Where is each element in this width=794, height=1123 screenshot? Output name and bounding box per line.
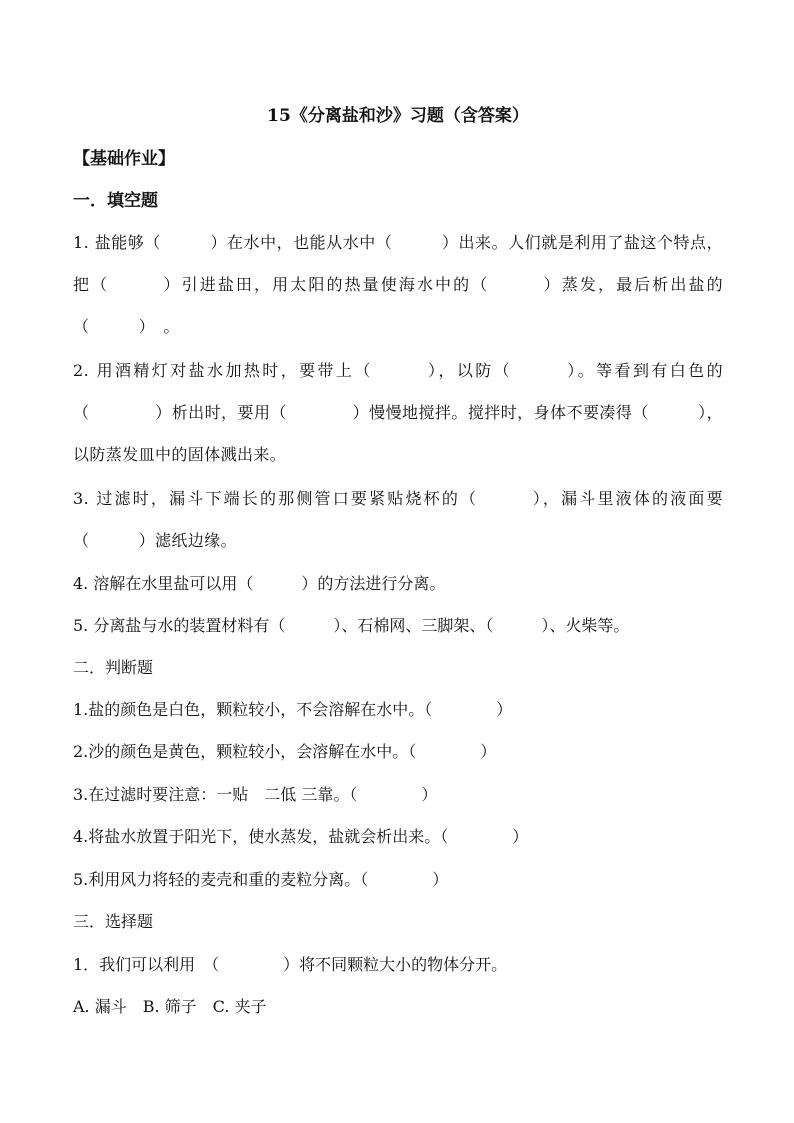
- document-page: [73, 0, 723, 1123]
- judge-item-2: 2.沙的颜色是黄色，颗粒较小，会溶解在水中。（ ）: [73, 742, 497, 761]
- heading-judge: 二．判断题: [73, 658, 154, 677]
- heading-choice: 三．选择题: [73, 912, 154, 931]
- section-basic-work: 【基础作业】: [73, 149, 175, 169]
- judge-item-4: 4.将盐水放置于阳光下，使水蒸发，盐就会析出来。（ ）: [73, 827, 529, 846]
- judge-item-1: 1.盐的颜色是白色，颗粒较小，不会溶解在水中。（ ）: [73, 700, 513, 719]
- fill-question-1: 1. 盐能够（ ）在水中，也能从水中（ ）出来。人们就是利用了盐这个特点，把（ ）引进盐田，用太阳的热量使海水中的（ ）蒸发，最后析出盐的（ ） 。: [73, 233, 723, 336]
- judge-item-5: 5.利用风力将轻的麦壳和重的麦粒分离。（ ）: [73, 870, 449, 889]
- fill-question-2: 2. 用酒精灯对盐水加热时，要带上（ ），以防（ ）。等看到有白色的（ ）析出时，要用（ ）慢慢地搅拌。搅拌时，身体不要凑得（ ），以防蒸发皿中的固体溅出来。: [73, 361, 723, 464]
- fill-question-4: 4. 溶解在水里盐可以用（ ）的方法进行分离。: [73, 574, 446, 593]
- choice-question-1: 1．我们可以利用 （ ）将不同颗粒大小的物体分开。: [73, 955, 508, 974]
- document-title: 15《分离盐和沙》习题（含答案）: [267, 106, 529, 126]
- heading-fill-blank: 一．填空题: [73, 191, 158, 211]
- judge-item-3: 3.在过滤时要注意：一贴 二低 三靠。（ ）: [73, 785, 438, 804]
- fill-question-3: 3. 过滤时，漏斗下端长的那侧管口要紧贴烧杯的（ ），漏斗里液体的液面要（ ）滤纸边缘。: [73, 489, 723, 550]
- choice-question-1-options: A. 漏斗 B. 筛子 C. 夹子: [73, 997, 267, 1016]
- fill-question-5: 5. 分离盐与水的装置材料有（ ）、石棉网、三脚架、（ ）、火柴等。: [73, 616, 630, 635]
